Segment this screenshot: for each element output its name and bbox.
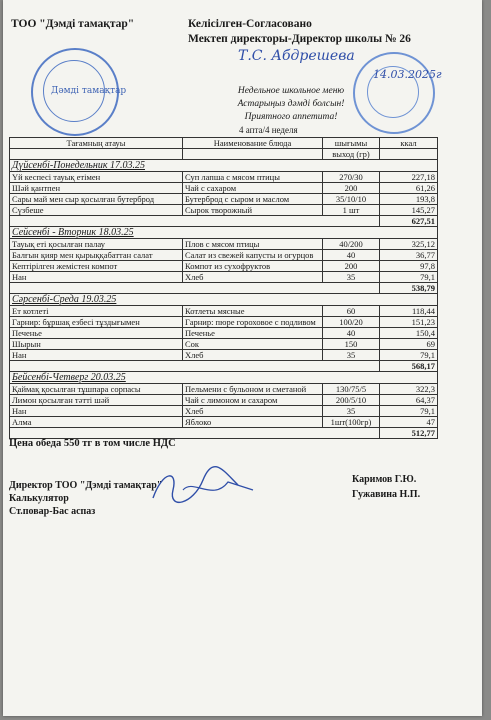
menu-item-row xyxy=(10,261,438,272)
dish-kcal: 69 xyxy=(380,339,438,350)
dish-name-kz: Сүзбеше xyxy=(10,205,183,216)
day-heading: Бейсенбі-Четверг 20.03.25 xyxy=(10,372,438,384)
dish-name-ru: Чай с сахаром xyxy=(183,183,323,194)
subheader-cell xyxy=(380,149,438,160)
menu-item-row xyxy=(10,350,438,361)
org-stamp xyxy=(31,48,127,136)
dish-yield: 270/30 xyxy=(323,172,380,183)
day-total-row xyxy=(10,361,438,372)
dish-kcal: 151,23 xyxy=(380,317,438,328)
dish-yield: 60 xyxy=(323,306,380,317)
calculator-label: Калькулятор xyxy=(9,493,69,504)
dish-kcal: 145,27 xyxy=(380,205,438,216)
dish-name-ru: Салат из свежей капусты и огурцов xyxy=(183,250,323,261)
menu-item-row xyxy=(10,339,438,350)
dish-name-kz: Тауық еті қосылған палау xyxy=(10,239,183,250)
dish-name-kz: Қаймақ қосылған тұшпара сорпасы xyxy=(10,384,183,395)
dish-kcal: 61,26 xyxy=(380,183,438,194)
menu-item-row xyxy=(10,317,438,328)
menu-item-row xyxy=(10,395,438,406)
stamp-text: Дәмді тамақтар xyxy=(51,86,127,96)
dish-name-ru: Пельмени с бульоном и сметаной xyxy=(183,384,323,395)
day-total-kcal: 627,51 xyxy=(380,216,438,227)
dish-name-kz: Балғын қияр мен қырыққабаттан салат xyxy=(10,250,183,261)
dish-yield: 200/5/10 xyxy=(323,395,380,406)
lunch-price: Цена обеда 550 тг в том числе НДС xyxy=(9,438,176,449)
total-spacer xyxy=(10,283,380,294)
menu-item-row xyxy=(10,406,438,417)
dish-name-kz: Шырын xyxy=(10,339,183,350)
calculator-name: Гужавина Н.П. xyxy=(352,489,421,500)
dish-kcal: 118,44 xyxy=(380,306,438,317)
menu-item-row xyxy=(10,328,438,339)
dish-name-kz: Гарнир: бұршақ езбесі тұздығымен xyxy=(10,317,183,328)
yield-unit-header: выход (гр) xyxy=(323,149,380,160)
dish-name-ru: Гарнир: пюре гороховое с подливом xyxy=(183,317,323,328)
menu-item-row xyxy=(10,172,438,183)
dish-kcal: 97,8 xyxy=(380,261,438,272)
dish-yield: 40/200 xyxy=(323,239,380,250)
day-row xyxy=(10,227,438,239)
dish-name-kz: Ет котлеті xyxy=(10,306,183,317)
dish-kcal: 227,18 xyxy=(380,172,438,183)
day-heading: Дүйсенбі-Понедельник 17.03.25 xyxy=(10,160,438,172)
dish-kcal: 325,12 xyxy=(380,239,438,250)
dish-name-ru: Печенье xyxy=(183,328,323,339)
document-page xyxy=(3,0,482,716)
dish-yield: 200 xyxy=(323,261,380,272)
menu-item-row xyxy=(10,239,438,250)
dish-name-ru: Котлеты мясные xyxy=(183,306,323,317)
motto-ru-2: Приятного аппетита! xyxy=(244,112,338,122)
dish-name-ru: Яблоко xyxy=(183,417,323,428)
dish-yield: 35/10/10 xyxy=(323,194,380,205)
dish-name-kz: Нан xyxy=(10,272,183,283)
menu-item-row xyxy=(10,205,438,216)
subheader-cell xyxy=(10,149,183,160)
motto-ru: Недельное школьное меню xyxy=(237,86,345,96)
menu-item-row xyxy=(10,417,438,428)
column-header: ккал xyxy=(380,138,438,149)
dish-name-ru: Сок xyxy=(183,339,323,350)
dish-name-kz: Кептірілген жемістен компот xyxy=(10,261,183,272)
dish-name-kz: Нан xyxy=(10,350,183,361)
table-header-row xyxy=(10,138,438,149)
column-header: Тағамның атауы xyxy=(10,138,183,149)
day-row xyxy=(10,160,438,172)
approval-line-1: Келісілген-Согласовано xyxy=(188,18,312,30)
director-signature: Т.С. Абдрешева xyxy=(238,48,355,64)
table-subheader-row xyxy=(10,149,438,160)
dish-yield: 40 xyxy=(323,328,380,339)
dish-name-ru: Суп лапша с мясом птицы xyxy=(183,172,323,183)
dish-yield: 200 xyxy=(323,183,380,194)
day-total-row xyxy=(10,428,438,439)
day-row xyxy=(10,294,438,306)
dish-yield: 40 xyxy=(323,250,380,261)
approval-date: 14.03.2025г xyxy=(373,68,442,81)
dish-name-ru: Хлеб xyxy=(183,272,323,283)
dish-yield: 35 xyxy=(323,406,380,417)
day-total-kcal: 538,79 xyxy=(380,283,438,294)
day-total-row xyxy=(10,216,438,227)
approval-line-2: Мектеп директоры-Директор школы № 26 xyxy=(188,33,411,45)
day-total-row xyxy=(10,283,438,294)
dish-yield: 150 xyxy=(323,339,380,350)
cook-label: Ст.повар-Бас аспаз xyxy=(9,506,96,517)
dish-yield: 1шт(100гр) xyxy=(323,417,380,428)
dish-yield: 35 xyxy=(323,350,380,361)
column-header: Наименование блюда xyxy=(183,138,323,149)
dish-yield: 1 шт xyxy=(323,205,380,216)
dish-name-ru: Чай с лимоном и сахаром xyxy=(183,395,323,406)
day-heading: Сейсенбі - Вторник 18.03.25 xyxy=(10,227,438,239)
dish-yield: 100/20 xyxy=(323,317,380,328)
menu-item-row xyxy=(10,250,438,261)
org-name: ТОО "Дэмді тамақтар" xyxy=(11,18,135,30)
menu-item-row xyxy=(10,183,438,194)
week-label: 4 апта/4 неделя xyxy=(239,125,298,135)
menu-item-row xyxy=(10,384,438,395)
dish-name-ru: Хлеб xyxy=(183,350,323,361)
dish-name-kz: Шәй қантпен xyxy=(10,183,183,194)
dish-kcal: 36,77 xyxy=(380,250,438,261)
dish-kcal: 193,8 xyxy=(380,194,438,205)
dish-name-ru: Компот из сухофруктов xyxy=(183,261,323,272)
menu-table xyxy=(9,137,438,439)
day-total-kcal: 568,17 xyxy=(380,361,438,372)
dish-yield: 130/75/5 xyxy=(323,384,380,395)
dish-kcal: 79,1 xyxy=(380,406,438,417)
dish-name-kz: Печенье xyxy=(10,328,183,339)
dish-name-ru: Сырок творожный xyxy=(183,205,323,216)
day-row xyxy=(10,372,438,384)
director-name: Каримов Г.Ю. xyxy=(352,474,417,485)
day-heading: Сәрсенбі-Среда 19.03.25 xyxy=(10,294,438,306)
column-header: шығымы xyxy=(323,138,380,149)
menu-item-row xyxy=(10,272,438,283)
motto-kz: Астарыңыз дәмді болсын! xyxy=(237,99,345,109)
dish-kcal: 47 xyxy=(380,417,438,428)
dish-kcal: 79,1 xyxy=(380,272,438,283)
dish-kcal: 150,4 xyxy=(380,328,438,339)
dish-name-ru: Хлеб xyxy=(183,406,323,417)
footer-signatures xyxy=(143,460,263,510)
total-spacer xyxy=(10,216,380,227)
dish-name-kz: Үй кеспесі тауық етімен xyxy=(10,172,183,183)
dish-kcal: 64,37 xyxy=(380,395,438,406)
day-total-kcal: 512,77 xyxy=(380,428,438,439)
director-label: Директор ТОО "Дэмді тамақтар" xyxy=(9,480,163,491)
dish-kcal: 79,1 xyxy=(380,350,438,361)
menu-item-row xyxy=(10,194,438,205)
total-spacer xyxy=(10,428,380,439)
dish-name-ru: Бутерброд с сыром и маслом xyxy=(183,194,323,205)
dish-kcal: 322,3 xyxy=(380,384,438,395)
dish-name-kz: Нан xyxy=(10,406,183,417)
dish-yield: 35 xyxy=(323,272,380,283)
dish-name-kz: Сары май мен сыр қосылған бутерброд xyxy=(10,194,183,205)
subheader-cell xyxy=(183,149,323,160)
dish-name-kz: Алма xyxy=(10,417,183,428)
total-spacer xyxy=(10,361,380,372)
menu-item-row xyxy=(10,306,438,317)
dish-name-ru: Плов с мясом птицы xyxy=(183,239,323,250)
dish-name-kz: Лимон қосылған тәтті шәй xyxy=(10,395,183,406)
